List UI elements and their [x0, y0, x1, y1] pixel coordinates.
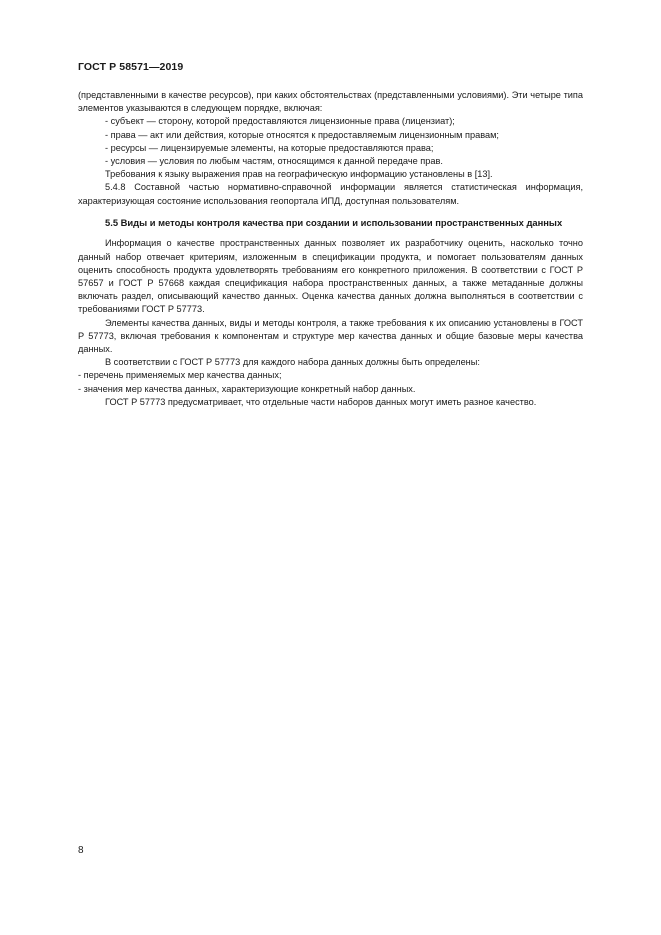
list-item-conditions: - условия — условия по любым частям, относящимся к данной передаче прав. — [105, 156, 443, 167]
list-item-rights: - права — акт или действия, которые относятся к предоставляемым лицензионным правам; — [105, 129, 499, 140]
document-header: ГОСТ Р 58571—2019 — [78, 61, 184, 73]
list-item-subject: - субъект — сторону, которой предоставляются лицензионные права (лицензиат); — [105, 116, 455, 127]
section-title-5-5: 5.5 Виды и методы контроля качества при создании и использовании пространственных данных — [105, 216, 563, 228]
paragraph-quality-elements: Элементы качества данных, виды и методы контроля, а также требования к их описанию установлены в ГОСТ Р 57773, включая требования к компонентам и структуре мер качества данных и общие базовые меры качества данных. — [78, 317, 583, 355]
paragraph-quality-info: Информация о качестве пространственных данных позволяет их разработчику оценить, насколько точно данный набор отвечает критериям, изложенным в спецификации продукта, и помогает пользователям данных оценить способность продукта удовлетворять требованиям его конкретного приложения. В соответствии с ГОСТ Р 57657 и ГОСТ Р 57668 каждая спецификация набора пространственных данных, а также метаданные должны включать раздел, описывающий качество данных. Оценка качества данных должна выполняться в соответствии с требованиями ГОСТ Р 57773. — [78, 238, 583, 315]
list-item-resources: - ресурсы — лицензируемые элементы, на которые предоставляются права; — [105, 142, 434, 153]
paragraph-5-4-8: 5.4.8 Составной частью нормативно-справочной информации является статистическая информация, характеризующая состояние использования геопортала ИПД, доступная пользователям. — [78, 182, 583, 206]
paragraph-different-quality: ГОСТ Р 57773 предусматривает, что отдельные части наборов данных могут иметь разное качество. — [105, 396, 537, 407]
list-item-measure-values: - значения мер качества данных, характеризующие конкретный набор данных. — [78, 383, 416, 394]
paragraph-defined-items: В соответствии с ГОСТ Р 57773 для каждого набора данных должны быть определены: — [105, 357, 480, 368]
list-item-measures: - перечень применяемых мер качества данных; — [78, 370, 282, 381]
page-number: 8 — [78, 845, 84, 856]
page-content — [78, 89, 583, 409]
paragraph-rights-language: Требования к языку выражения прав на географическую информацию установлены в [13]. — [105, 169, 493, 180]
paragraph-continuation: (представленными в качестве ресурсов), при каких обстоятельствах (представленными условиями). Эти четыре типа элементов указываются в следующем порядке, включая: — [78, 90, 583, 114]
